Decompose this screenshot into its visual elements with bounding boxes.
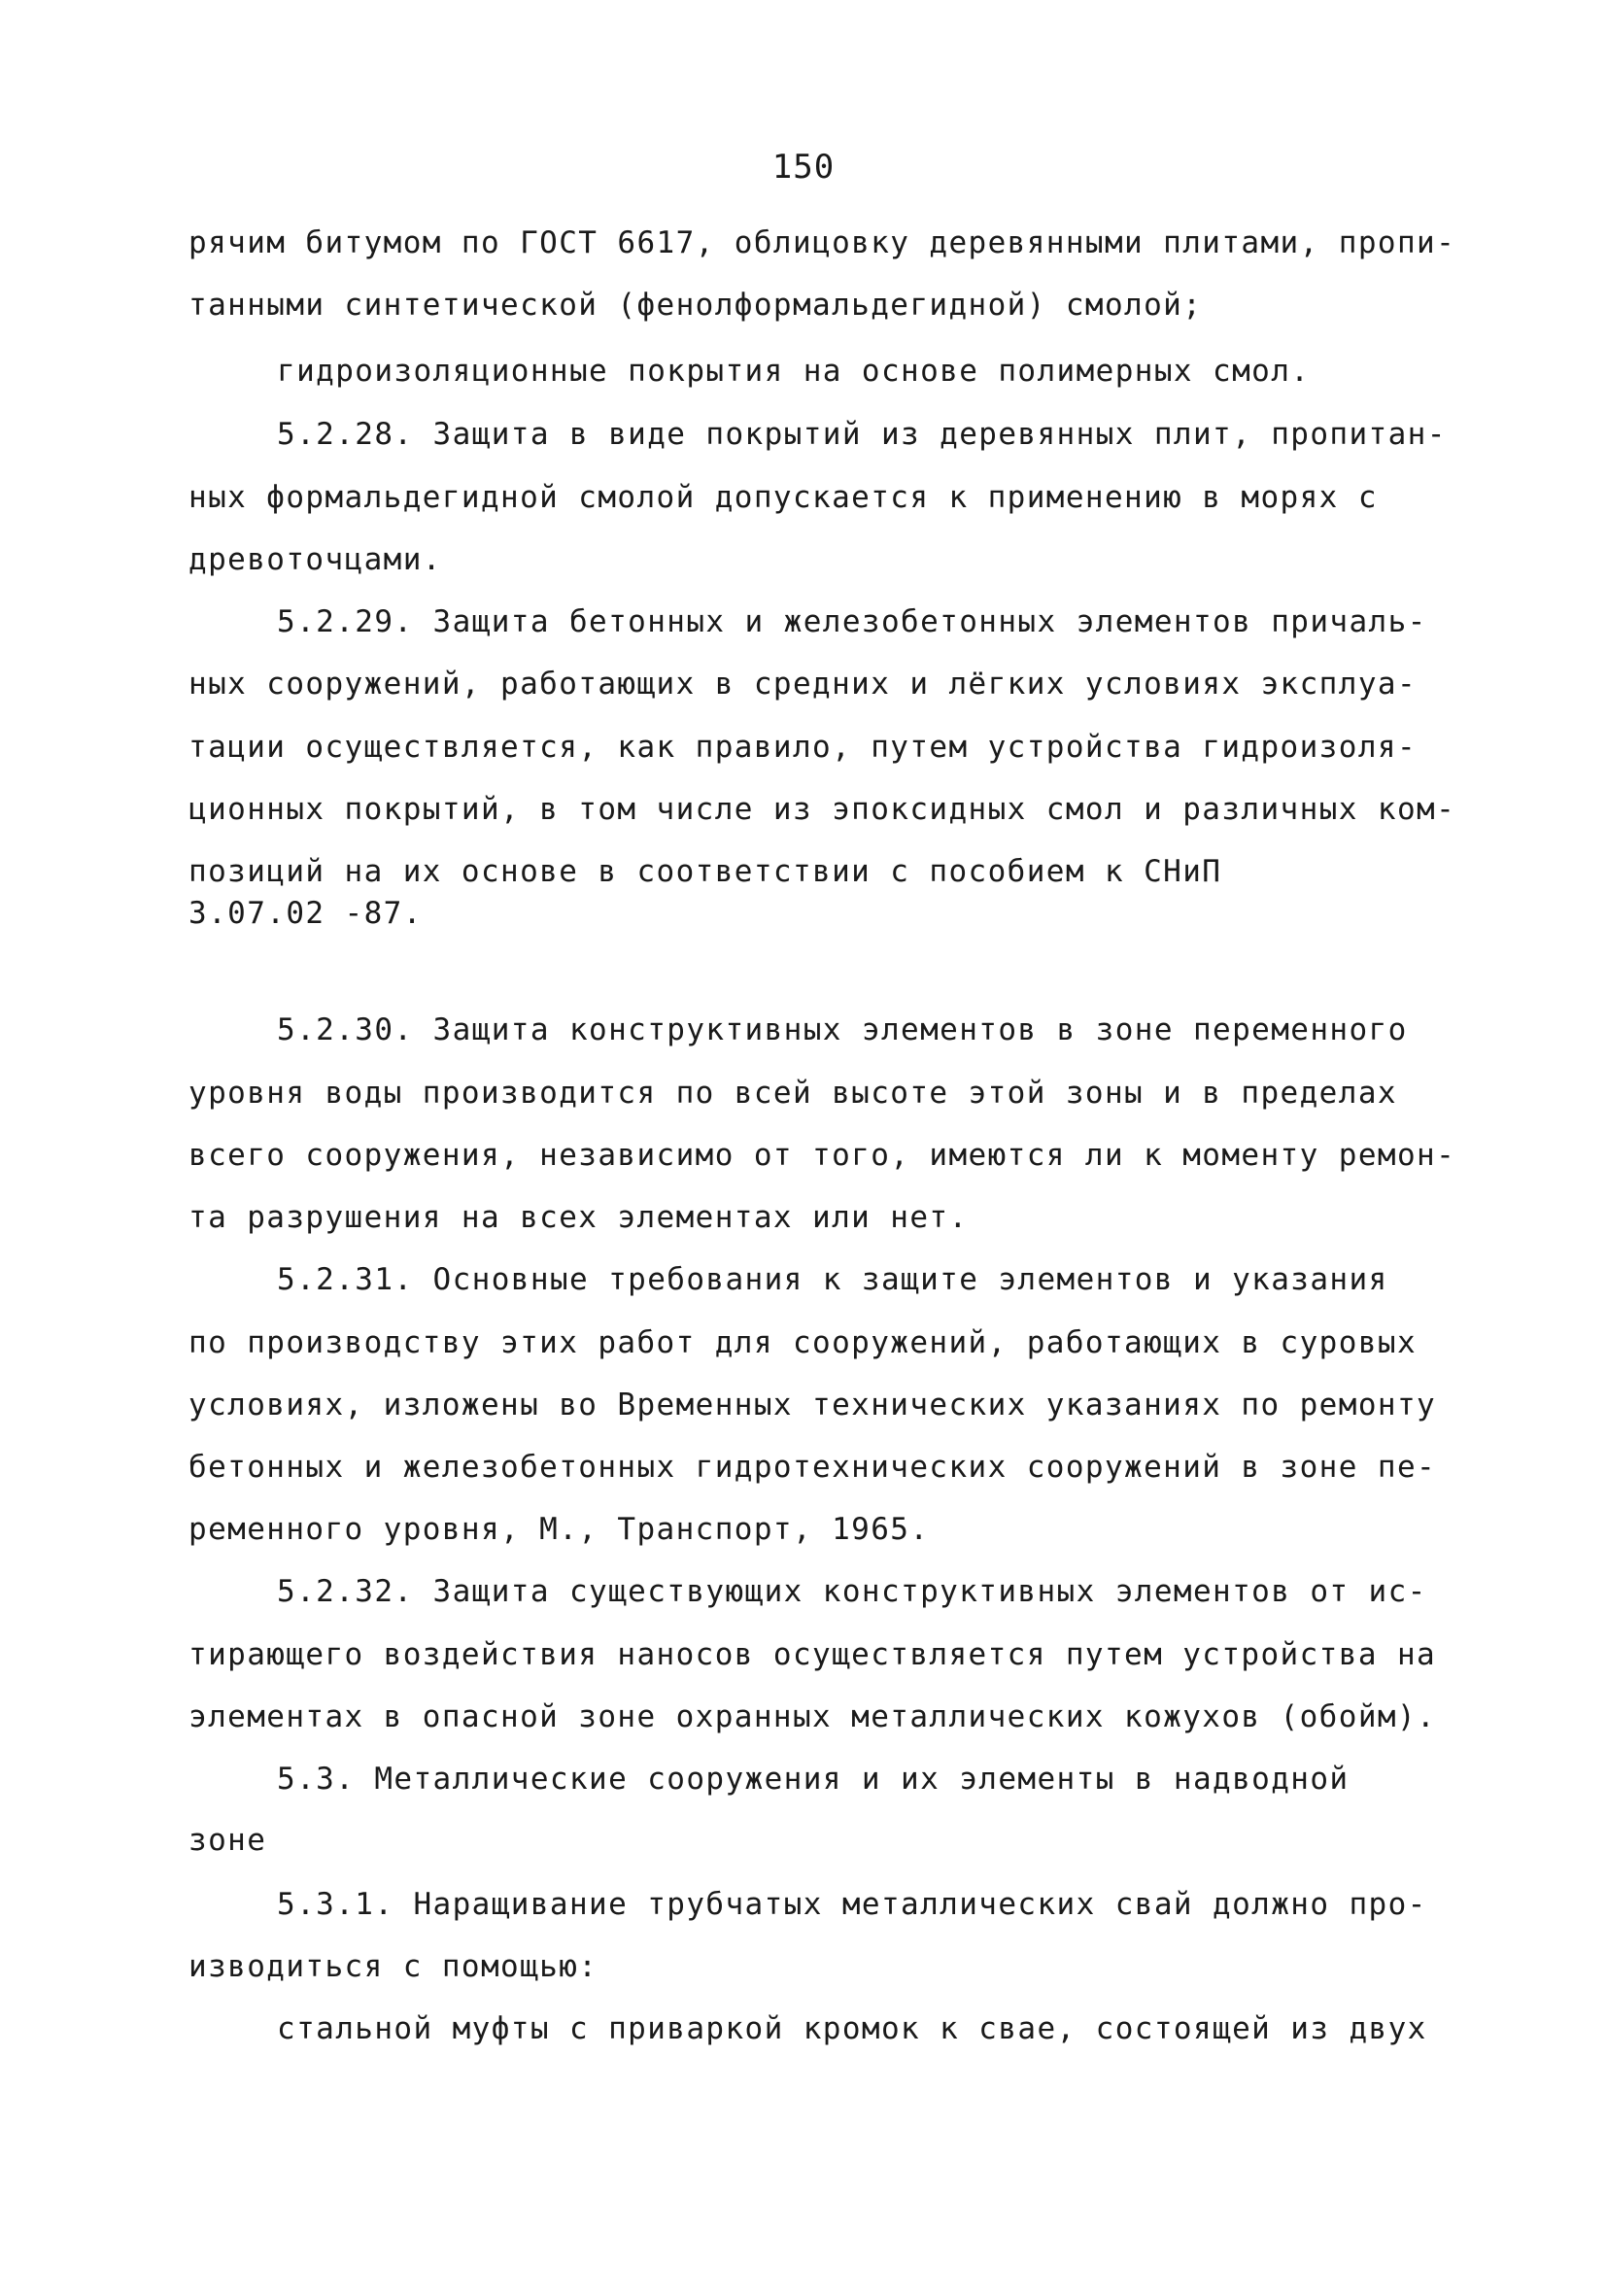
text-line: рячим битумом по ГОСТ 6617, облицовку деревянными плитами, пропи- <box>188 225 1456 260</box>
text-line: ных формальдегидной смолой допускается к применению в морях с <box>188 480 1378 515</box>
text-line: древоточцами. <box>188 542 442 577</box>
text-line: гидроизоляционные покрытия на основе полимерных смол. <box>277 354 1311 389</box>
text-line: уровня воды производится по всей высоте этой зоны и в пределах <box>188 1076 1397 1111</box>
text-line: тирающего воздействия наносов осуществляется путем устройства на <box>188 1637 1437 1672</box>
text-line: та разрушения на всех элементах или нет. <box>188 1200 969 1235</box>
text-line: позиций на их основе в соответствии с пособием к СНиП <box>188 854 1222 889</box>
text-line: изводиться с помощью: <box>188 1949 598 1984</box>
paragraph-5-2-29: 5.2.29. Защита бетонных и железобетонных элементов причаль- <box>277 604 1427 639</box>
text-line: ционных покрытий, в том числе из эпоксидных смол и различных ком- <box>188 792 1456 827</box>
paragraph-5-2-31: 5.2.31. Основные требования к защите элементов и указания <box>277 1262 1388 1297</box>
text-line: стальной муфты с приваркой кромок к свае, состоящей из двух <box>277 2011 1427 2046</box>
text-line: ременного уровня, М., Транспорт, 1965. <box>188 1512 930 1547</box>
text-line: ных сооружений, работающих в средних и лёгких условиях эксплуа- <box>188 667 1418 702</box>
paragraph-5-2-30: 5.2.30. Защита конструктивных элементов в зоне переменного <box>277 1012 1408 1047</box>
text-line: бетонных и железобетонных гидротехнических сооружений в зоне пе- <box>188 1450 1437 1485</box>
text-line: элементах в опасной зоне охранных металлических кожухов (обойм). <box>188 1699 1437 1734</box>
paragraph-5-3-1: 5.3.1. Наращивание трубчатых металлических свай должно про- <box>277 1887 1427 1922</box>
paragraph-5-2-32: 5.2.32. Защита существующих конструктивных элементов от ис- <box>277 1574 1427 1609</box>
paragraph-5-2-28: 5.2.28. Защита в виде покрытий из деревянных плит, пропитан- <box>277 417 1447 452</box>
section-heading-5-3: 5.3. Металлические сооружения и их элементы в надводной <box>277 1762 1350 1797</box>
text-line: по производству этих работ для сооружений, работающих в суровых <box>188 1325 1418 1360</box>
text-line: тации осуществляется, как правило, путем устройства гидроизоля- <box>188 730 1418 765</box>
text-line: условиях, изложены во Временных технических указаниях по ремонту <box>188 1388 1437 1422</box>
text-line: танными синтетической (фенолформальдегидной) смолой; <box>188 288 1203 323</box>
page-number: 150 <box>771 148 836 187</box>
section-heading-5-3-cont: зоне <box>188 1823 267 1858</box>
text-line: всего сооружения, независимо от того, имеются ли к моменту ремон- <box>188 1138 1456 1173</box>
text-line: 3.07.02 -87. <box>188 896 423 931</box>
